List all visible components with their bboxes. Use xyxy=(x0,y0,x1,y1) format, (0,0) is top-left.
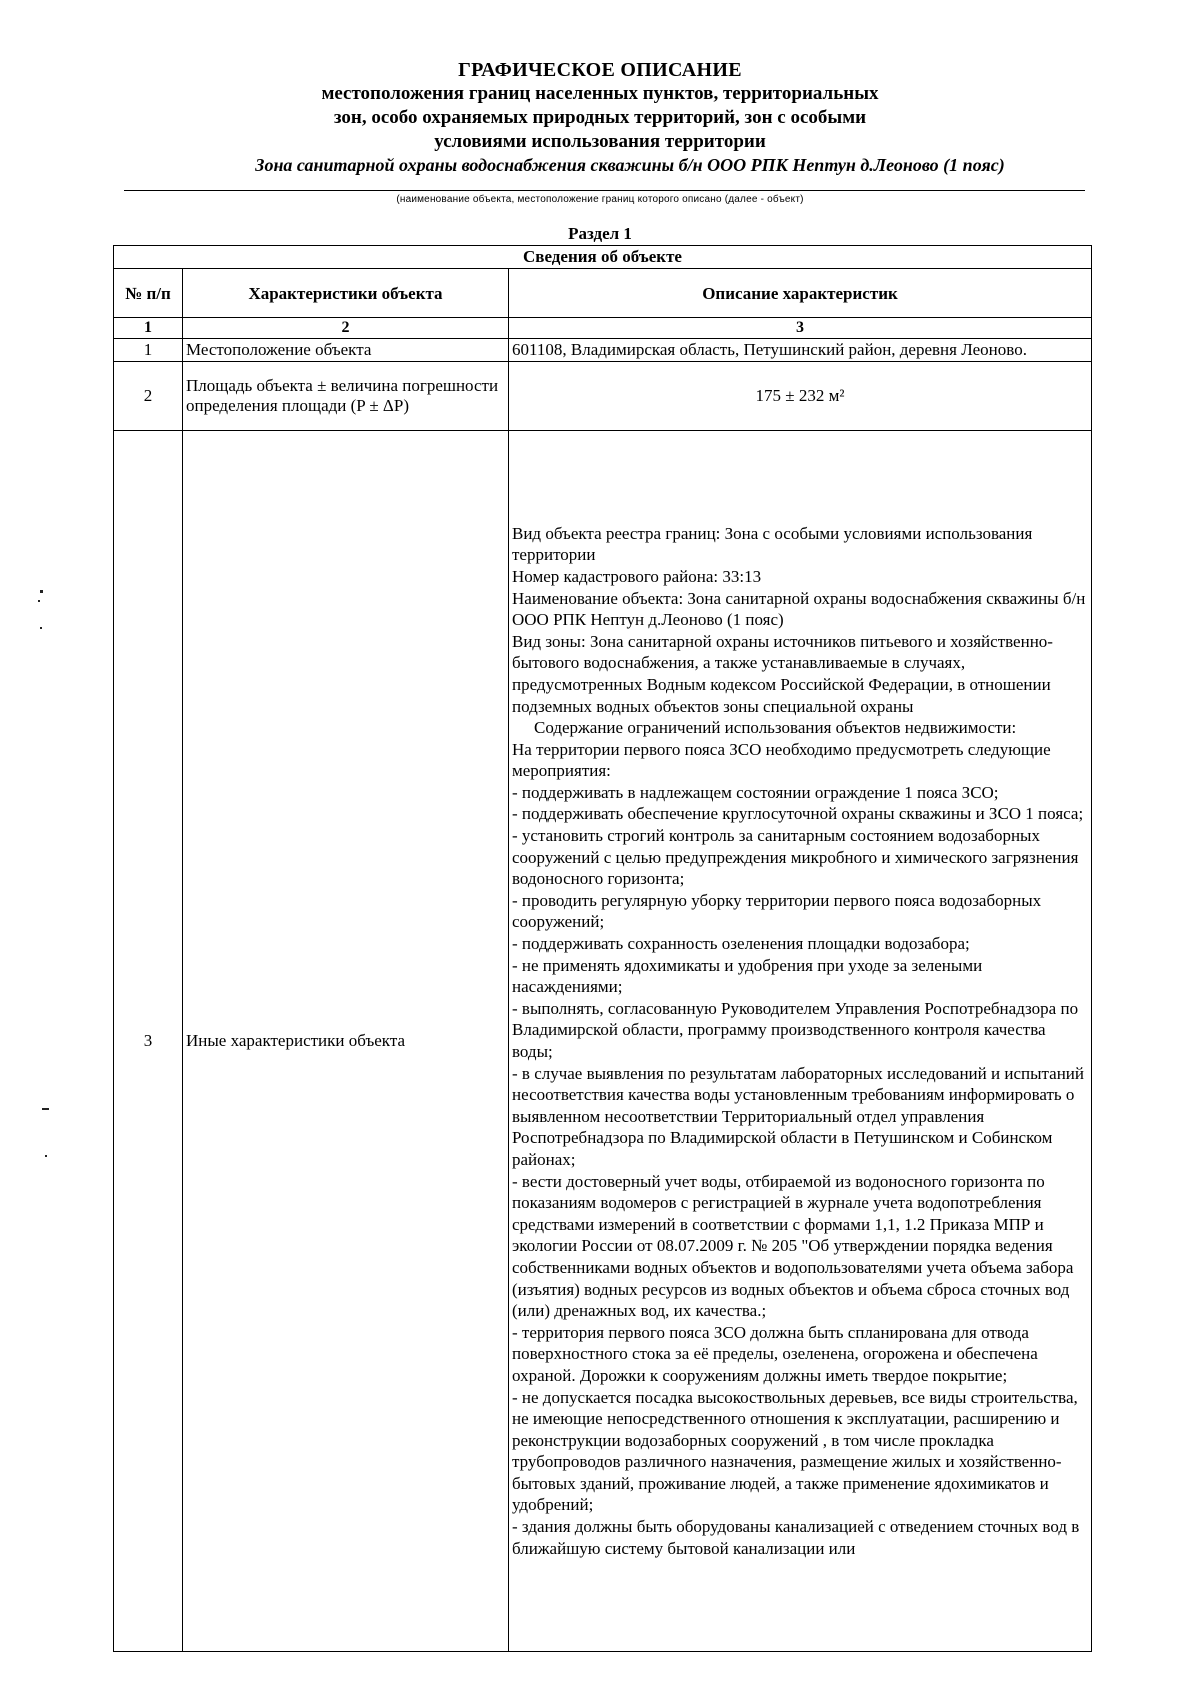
document-subtitle-line-1: местоположения границ населенных пунктов, территориальных xyxy=(321,83,879,104)
section-label: Раздел 1 xyxy=(568,224,632,243)
row-description: 601108, Владимирская область, Петушинский район, деревня Леоново. xyxy=(509,339,1092,362)
description-paragraph: Содержание ограничений использования объектов недвижимости: xyxy=(534,718,1017,738)
table-title: Сведения об объекте xyxy=(114,246,1092,269)
column-number-1: 1 xyxy=(114,318,183,339)
description-paragraph: - выполнять, согласованную Руководителем Управления Роспотребнадзора по Владимирской области, программу производственного контроля качества воды; xyxy=(512,998,1079,1061)
description-paragraph: - не допускается посадка высокоствольных деревьев, все виды строительства, не имеющие непосредственного отношения к эксплуатации, расширению и реконструкции водозаборных сооружений , в том числе прокладка трубопроводов различного назначения, размещение жилых и хозяйственно-бытовых зданий, проживание людей, а также применение ядохимикатов и удобрений; xyxy=(512,1387,1078,1515)
table-row xyxy=(114,362,1092,431)
row-number: 1 xyxy=(114,339,183,362)
table-header-row xyxy=(114,269,1092,318)
column-header-characteristic: Характеристики объекта xyxy=(183,269,509,318)
document-subtitle-line-2: зон, особо охраняемых природных территорий, зон с особыми xyxy=(333,107,867,128)
scan-speck xyxy=(40,590,43,593)
row-characteristic: Площадь объекта ± величина погрешности определения площади (P ± ΔP) xyxy=(183,362,509,431)
object-caption: (наименование объекта, местоположение границ которого описано (далее - объект) xyxy=(396,194,804,205)
description-paragraph: - территория первого пояса ЗСО должна быть спланирована для отвода поверхностного стока за её пределы, озеленена, огорожена и обеспечена охраной. Дорожки к сооружениям должны иметь твердое покрытие; xyxy=(512,1322,1038,1385)
description-paragraph: - здания должны быть оборудованы канализацией с отведением сточных вод в ближайшую систему бытовой канализации или xyxy=(512,1517,1080,1558)
column-number-row xyxy=(114,318,1092,339)
object-info-table xyxy=(113,245,1092,1652)
table-row xyxy=(114,339,1092,362)
description-paragraph: Номер кадастрового района: 33:13 xyxy=(512,566,762,586)
row-description: 175 ± 232 м² xyxy=(509,362,1092,431)
object-name: Зона санитарной охраны водоснабжения скважины б/н ООО РПК Нептун д.Леоново (1 пояс) xyxy=(255,155,1005,175)
description-paragraph: - не применять ядохимикаты и удобрения при уходе за зелеными насаждениями; xyxy=(512,955,983,997)
document-subtitle-line-3: условиями использования территории xyxy=(434,131,766,152)
table-title-row xyxy=(114,246,1092,269)
scan-speck xyxy=(38,600,40,602)
column-number-3: 3 xyxy=(509,318,1092,339)
description-paragraph: - в случае выявления по результатам лабораторных исследований и испытаний несоответствия качества воды установленным требованиям информировать о выявленном несоответствии Территориальный отдел управления Роспотребнадзора по Владимирской области в Петушинском и Собинском районах; xyxy=(512,1063,1084,1169)
row-characteristic: Иные характеристики объекта xyxy=(183,431,509,1652)
description-paragraph: Наименование объекта: Зона санитарной охраны водоснабжения скважины б/н ООО РПК Нептун д.Леоново (1 пояс) xyxy=(512,588,1086,630)
row-characteristic: Местоположение объекта xyxy=(183,339,509,362)
row-number: 2 xyxy=(114,362,183,431)
description-paragraph: - вести достоверный учет воды, отбираемой из водоносного горизонта по показаниям водомеров с регистрацией в журнале учета водопотребления средствами измерений в соответствии с формами 1,1, 1.2 Приказа МПР и экологии России от 08.07.2009 г. № 205 "Об утверждении порядка ведения собственниками водных объектов и водопользователями учета объема забора (изъятия) водных ресурсов из водных объектов и объема сброса сточных вод (или) дренажных вод, их качества.; xyxy=(512,1171,1074,1321)
document-header xyxy=(0,58,1200,176)
scan-speck xyxy=(45,1155,47,1157)
row-number: 3 xyxy=(114,431,183,1652)
description-paragraph: Вид зоны: Зона санитарной охраны источников питьевого и хозяйственно-бытового водоснабжения, а также устанавливаемые в случаях, предусмотренных Водным кодексом Российской Федерации, в отношении подземных водных объектов зоны специальной охраны xyxy=(512,631,1053,716)
description-paragraph: На территории первого пояса ЗСО необходимо предусмотреть следующие мероприятия: xyxy=(512,739,1051,781)
document-title: ГРАФИЧЕСКОЕ ОПИСАНИЕ xyxy=(458,59,742,81)
scan-speck xyxy=(42,1108,49,1110)
object-name-underline xyxy=(124,190,1085,191)
description-paragraph: - поддерживать обеспечение круглосуточной охраны скважины и ЗСО 1 пояса; xyxy=(512,804,1084,824)
table-row xyxy=(114,431,1092,1652)
column-header-description: Описание характеристик xyxy=(509,269,1092,318)
scan-speck xyxy=(40,627,42,629)
description-paragraph: - поддерживать сохранность озеленения площадки водозабора; xyxy=(512,934,970,954)
row-description xyxy=(509,431,1092,1652)
description-paragraph: - проводить регулярную уборку территории первого пояса водозаборных сооружений; xyxy=(512,890,1042,932)
description-paragraph: - установить строгий контроль за санитарным состоянием водозаборных сооружений с целью предупреждения микробного и химического загрязнения водоносного горизонта; xyxy=(512,826,1079,889)
column-number-2: 2 xyxy=(183,318,509,339)
description-paragraph: Вид объекта реестра границ: Зона с особыми условиями использования территории xyxy=(512,523,1033,565)
column-header-number: № п/п xyxy=(114,269,183,318)
description-paragraph: - поддерживать в надлежащем состоянии ограждение 1 пояса ЗСО; xyxy=(512,782,999,802)
